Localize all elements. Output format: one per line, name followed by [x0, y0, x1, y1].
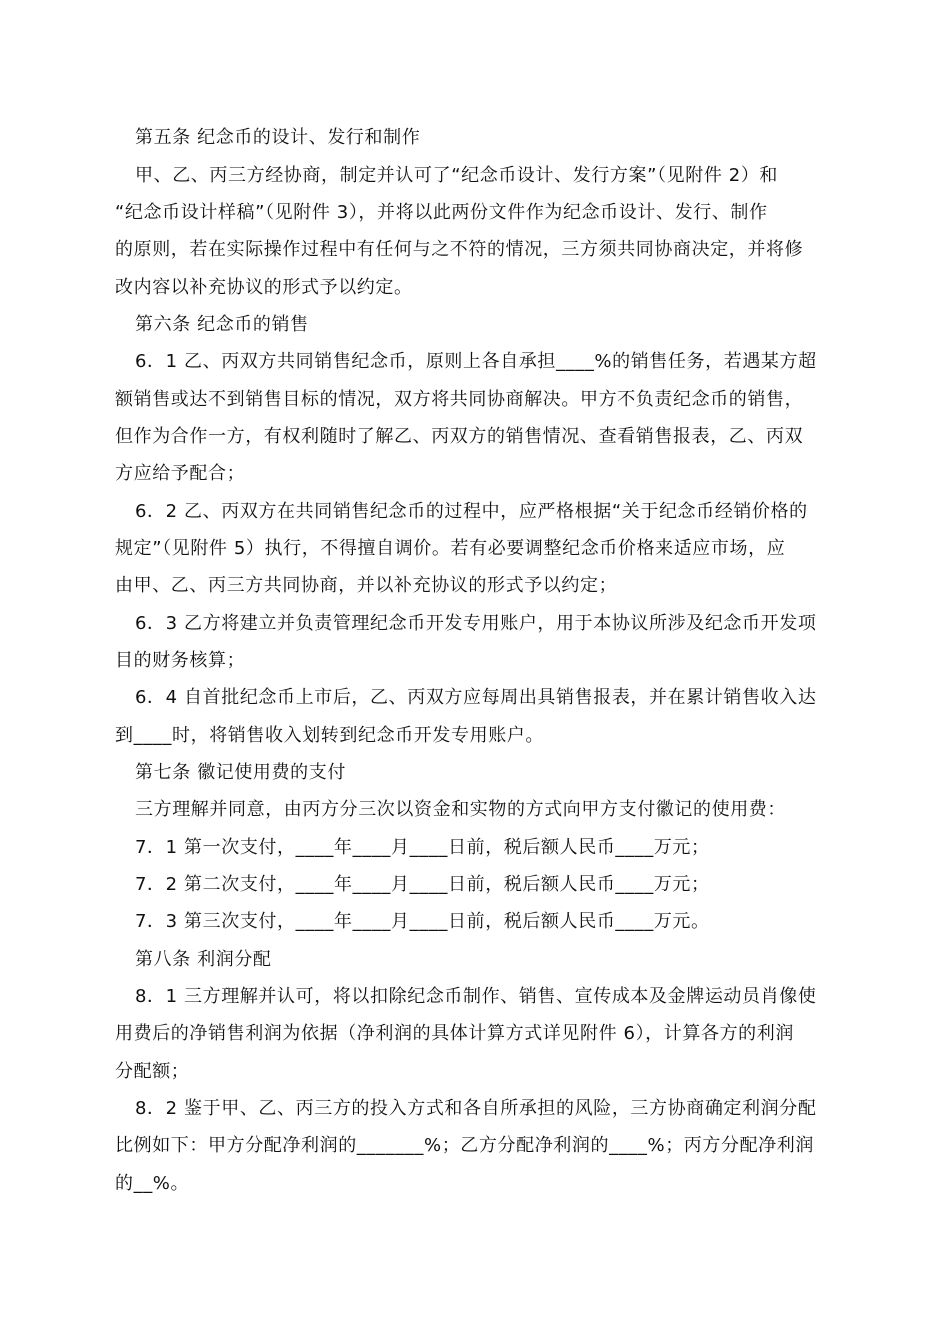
article-5-heading: 第五条 纪念币的设计、发行和制作 — [135, 127, 421, 148]
article-7-heading: 第七条 徽记使用费的支付 — [135, 762, 346, 783]
clause-7-2-line: 7．2 第二次支付，____年____月____日前，税后额人民币____万元； — [135, 874, 710, 895]
paragraph-line: 方应给予配合； — [115, 463, 246, 484]
paragraph-line: 比例如下：甲方分配净利润的_______%；乙方分配净利润的____%；丙方分配净利润 — [115, 1135, 815, 1156]
paragraph-line: 目的财务核算； — [115, 650, 246, 671]
paragraph-line: 甲、乙、丙三方经协商，制定并认可了“纪念币设计、发行方案”（见附件 2）和 — [135, 165, 779, 186]
clause-6-3-line: 6．3 乙方将建立并负责管理纪念币开发专用账户，用于本协议所涉及纪念币开发项 — [135, 613, 817, 634]
article-8-heading: 第八条 利润分配 — [135, 949, 272, 970]
clause-8-1-line: 8．1 三方理解并认可，将以扣除纪念币制作、销售、宣传成本及金牌运动员肖像使 — [135, 986, 817, 1007]
paragraph-line: 的原则，若在实际操作过程中有任何与之不符的情况，三方须共同协商决定，并将修 — [115, 239, 804, 260]
paragraph-line: 额销售或达不到销售目标的情况，双方将共同协商解决。甲方不负责纪念币的销售， — [115, 389, 804, 410]
paragraph-line: 到____时，将销售收入划转到纪念币开发专用账户。 — [115, 725, 544, 746]
clause-7-3-line: 7．3 第三次支付，____年____月____日前，税后额人民币____万元。 — [135, 911, 710, 932]
paragraph-line: 的__%。 — [115, 1173, 190, 1194]
paragraph-line: 但作为合作一方，有权利随时了解乙、丙双方的销售情况、查看销售报表，乙、丙双 — [115, 426, 804, 447]
paragraph-line: “纪念币设计样稿”（见附件 3），并将以此两份文件作为纪念币设计、发行、制作 — [115, 202, 768, 223]
paragraph-line: 三方理解并同意，由丙方分三次以资金和实物的方式向甲方支付徽记的使用费： — [135, 799, 786, 820]
clause-6-2-line: 6．2 乙、丙双方在共同销售纪念币的过程中，应严格根据“关于纪念币经销价格的 — [135, 501, 808, 522]
paragraph-line: 用费后的净销售利润为依据（净利润的具体计算方式详见附件 6），计算各方的利润 — [115, 1023, 794, 1044]
paragraph-line: 改内容以补充协议的形式予以约定。 — [115, 277, 413, 298]
clause-6-1-line: 6．1 乙、丙双方共同销售纪念币，原则上各自承担____%的销售任务，若遇某方超 — [135, 351, 817, 372]
clause-7-1-line: 7．1 第一次支付，____年____月____日前，税后额人民币____万元； — [135, 837, 710, 858]
article-6-heading: 第六条 纪念币的销售 — [135, 314, 309, 335]
paragraph-line: 规定”（见附件 5）执行，不得擅自调价。若有必要调整纪念币价格来适应市场，应 — [115, 538, 786, 559]
clause-6-4-line: 6．4 自首批纪念币上市后，乙、丙双方应每周出具销售报表，并在累计销售收入达 — [135, 687, 817, 708]
paragraph-line: 分配额； — [115, 1061, 190, 1082]
paragraph-line: 由甲、乙、丙三方共同协商，并以补充协议的形式予以约定； — [115, 575, 618, 596]
clause-8-2-line: 8．2 鉴于甲、乙、丙三方的投入方式和各自所承担的风险，三方协商确定利润分配 — [135, 1098, 817, 1119]
